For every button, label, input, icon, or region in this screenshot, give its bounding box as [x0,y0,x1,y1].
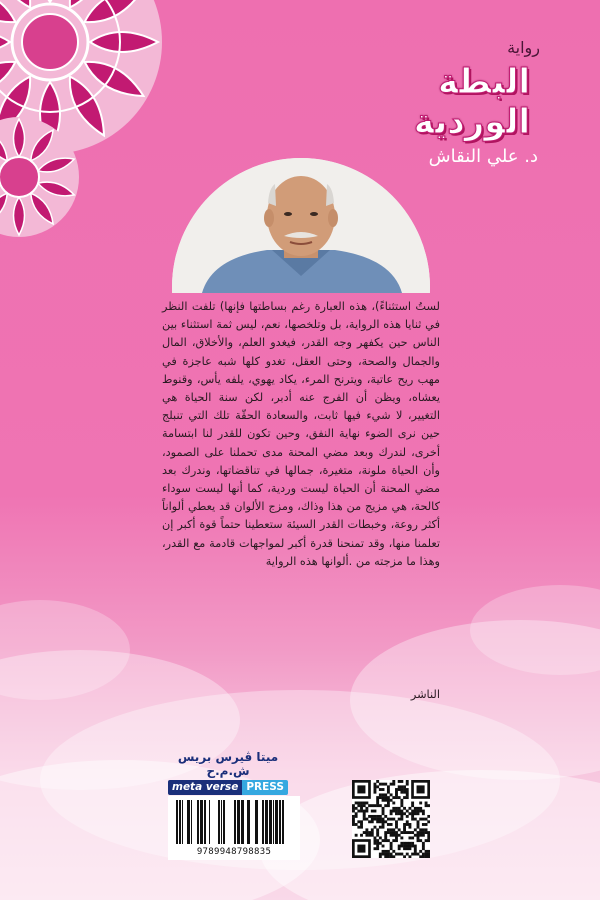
barcode-bars [174,800,294,844]
publisher-logo-press: PRESS [242,780,288,795]
rosette-ornament-small [0,112,84,242]
isbn-number: 9789948798835 [196,847,272,857]
title-line-2: الوردية [413,102,530,142]
isbn-barcode [168,796,300,860]
book-title [414,62,530,142]
back-cover-blurb [162,298,440,571]
publisher-logo-english [168,780,288,795]
title-line-1: البطة [437,62,530,102]
genre-label: رواية [507,38,540,57]
publisher-logo-meta-verse: meta verse [168,780,242,795]
blurb-text: لستُ استثناءً)، هذه العبارة رغم بساطتها فإنها) تلفت النظر في ثنايا هذه الرواية، بل وتلخصها، نعم، ليس ثمة استثناء بين الناس حين يكفهر وجه القدر، فيغدو العلم، والأخلاق، المال والجمال والصحة، وحتى العقل، تغدو كلها شبه عاجزة في مهب ريح عاتية، ويترنح المرء، يكاد يهوي، يلفه يأس، وقنوط يعشاه، ويظن أن الفرج عنه أدبر، لكن سنة الحياة هي التغيير، لا شيء فيها ثابت، والسعادة الحقّة تلك التي تنبلج حين نرى الضوء نهاية النفق، وحين تكون للقدر لنا ابتسامة أخرى، لندرك وبعد مضي المحنة مدى تحملنا على الصمود، وأن الحياة ملونة، متغيرة، جمالها في تناقضاتها، وندرك بعد مضي المحنة أن الحياة ليست وردية، كما أنها ليست سوداء كالحة، هي مزيج من هذا وذاك، ومزج الألوان قد يعطي ألواناً أكثر روعة، وخبطات القدر السيئة ستعطينا حتماً قوة أكبر إن تعلمنا منها، وقد تمنحنا قدرة أكبر لمواجهات قادمة مع القدر، وهذا ما مزجته من .ألوانها هذه الرواية [162,300,440,568]
qr-code-pattern [352,780,430,858]
author-name: د. علي النقاش [428,146,538,167]
cloud-texture [0,520,600,900]
qr-code [352,780,430,858]
author-photo [172,158,430,293]
publisher-logo-arabic: ميتا ڤيرس بريس ش.م.ح [177,750,279,778]
publisher-signature: الناشر [410,688,440,701]
publisher-logo [168,750,288,795]
